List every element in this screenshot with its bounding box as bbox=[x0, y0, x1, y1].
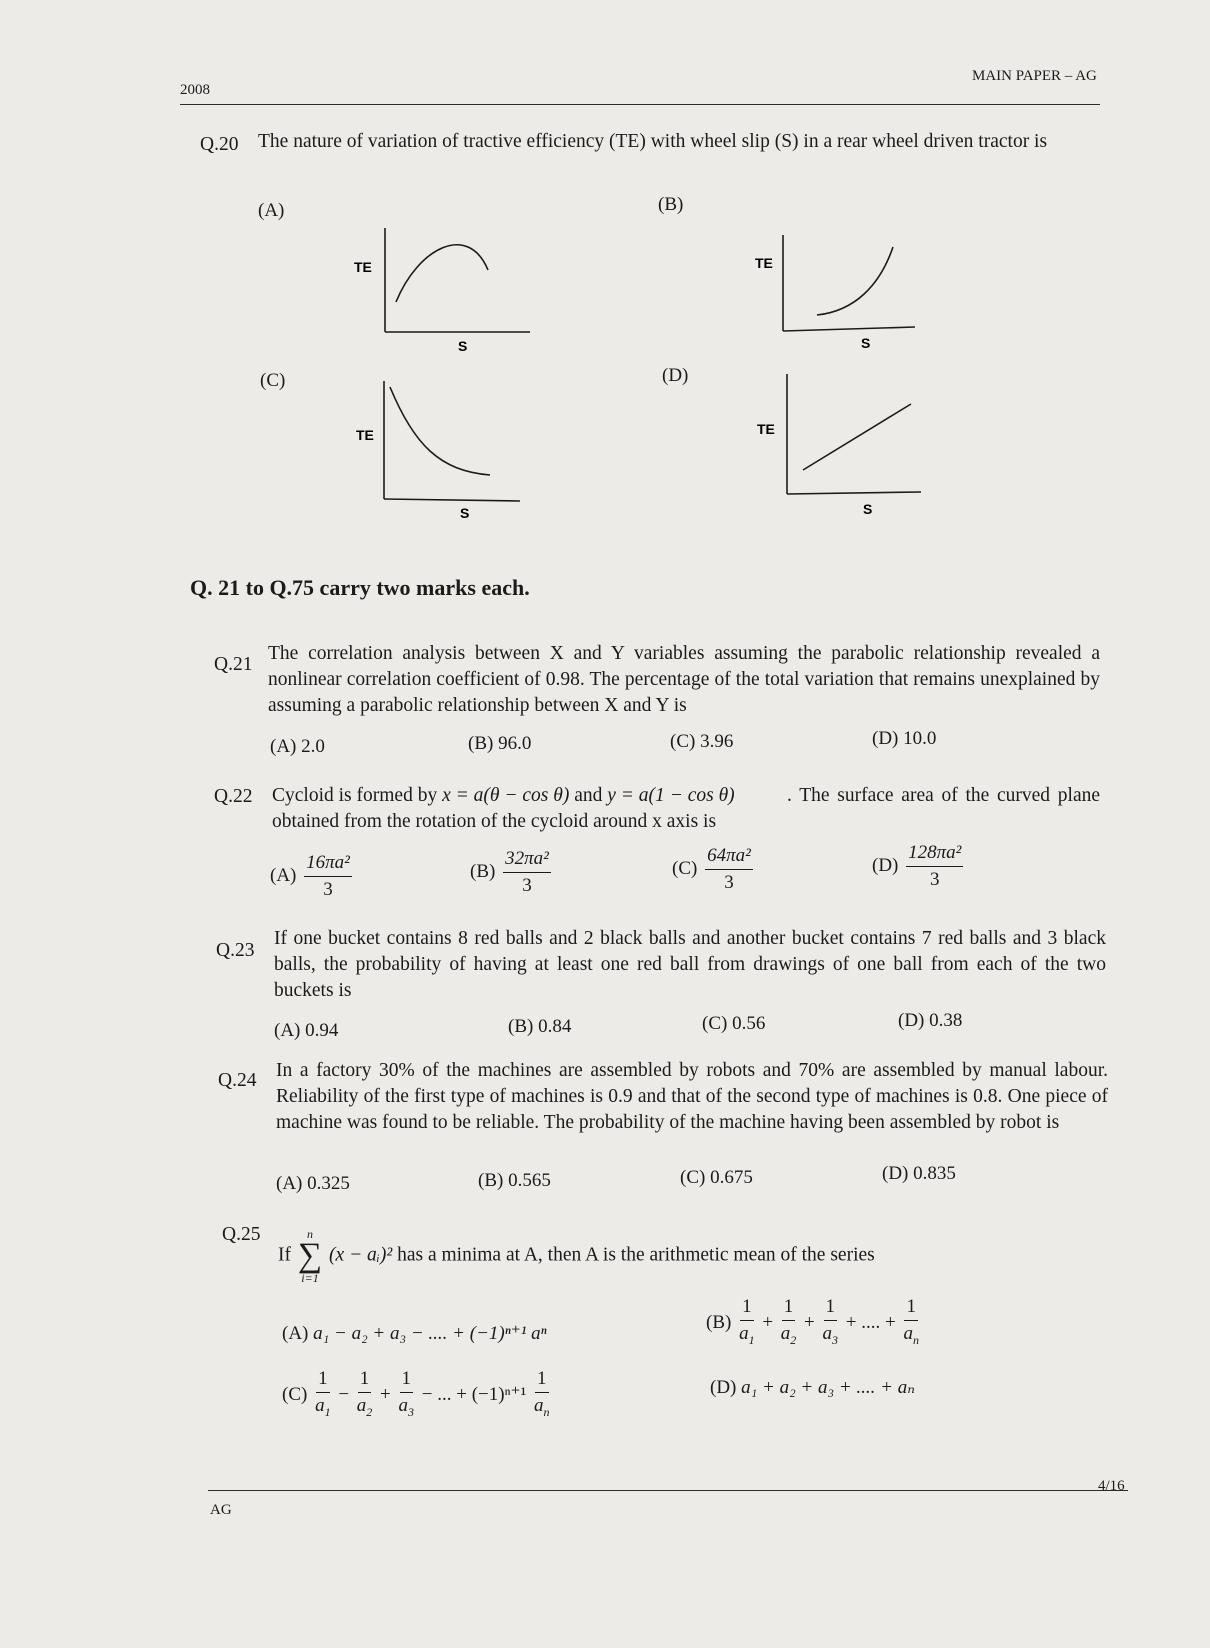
q23-option-c[interactable]: (C) 0.56 bbox=[702, 1013, 766, 1034]
q23-number: Q.23 bbox=[216, 940, 255, 961]
q24-option-b[interactable]: (B) 0.565 bbox=[478, 1170, 551, 1191]
q20-graph-a-label: (A) bbox=[258, 200, 285, 221]
graph-c-y-label: TE bbox=[356, 427, 374, 443]
year-label: 2008 bbox=[180, 82, 210, 98]
graph-c-x-axis bbox=[384, 499, 520, 501]
paper-title: MAIN PAPER – AG bbox=[972, 68, 1097, 84]
graph-c-x-label: S bbox=[460, 505, 470, 521]
header-rule bbox=[180, 104, 1100, 105]
graph-b-x-axis bbox=[783, 327, 915, 331]
q20-text: The nature of variation of tractive efficiency (TE) with wheel slip (S) in a rear wheel driven tractor is bbox=[258, 131, 1048, 152]
q22-text-start: Cycloid is formed by bbox=[272, 785, 438, 806]
q23-option-a[interactable]: (A) 0.94 bbox=[274, 1020, 339, 1041]
q21-text: The correlation analysis between X and Y variables assuming the parabolic relationship revealed a nonlinear correlation coefficient of 0.98. The percentage of the total variation that remains unexplained by assuming a parabolic relationship between X and Y is bbox=[268, 643, 1100, 716]
graph-a-y-label: TE bbox=[354, 259, 372, 275]
q22-and: and bbox=[574, 785, 603, 806]
graph-d-x-label: S bbox=[863, 501, 873, 517]
q25-sum-symbol: n ∑ i=1 bbox=[297, 1227, 323, 1285]
q25-stem: If n ∑ i=1 (x − aᵢ)² has a minima at A, then A is the arithmetic mean of the series bbox=[278, 1227, 875, 1285]
q20-graph-a bbox=[340, 220, 540, 360]
q20-graph-d bbox=[745, 370, 945, 520]
graph-d-curve bbox=[803, 404, 911, 470]
graph-d-x-axis bbox=[787, 492, 921, 494]
q21-option-b[interactable]: (B) 96.0 bbox=[468, 733, 532, 754]
section-heading: Q. 21 to Q.75 carry two marks each. bbox=[190, 575, 530, 600]
footer-rule bbox=[208, 1490, 1128, 1491]
graph-b-y-label: TE bbox=[755, 255, 773, 271]
q22-option-c[interactable]: (C) $\frac{\text{64πa²}}{3}$ bbox=[672, 845, 751, 893]
q21-number: Q.21 bbox=[214, 654, 253, 675]
q24-option-a[interactable]: (A) 0.325 bbox=[276, 1173, 350, 1194]
q20-graph-d-label: (D) bbox=[662, 365, 689, 386]
graph-b-curve bbox=[817, 247, 893, 315]
q23-text: If one bucket contains 8 red balls and 2 black balls and another bucket contains 7 red balls and 3 black balls, the probability of having at least one red ball from drawings of one ball from each of the two buckets is bbox=[274, 928, 1106, 1001]
q24-number: Q.24 bbox=[218, 1070, 257, 1091]
q20-graph-b-label: (B) bbox=[658, 194, 684, 215]
q21-option-a[interactable]: (A) 2.0 bbox=[270, 736, 325, 757]
q24-option-c[interactable]: (C) 0.675 bbox=[680, 1167, 753, 1188]
footer-code: AG bbox=[210, 1502, 232, 1518]
q20-graph-c bbox=[340, 375, 540, 525]
q24-text: In a factory 30% of the machines are assembled by robots and 70% are assembled by manual labour. Reliability of the first type of machines is 0.9 and that of the second type of machines is 0.8. One piece of machine was found to be reliable. The probability of the machine having been assembled by robot is bbox=[276, 1060, 1108, 1133]
q22-eq2: y = a(1 − cos θ) bbox=[607, 785, 735, 806]
q22-number: Q.22 bbox=[214, 786, 253, 807]
q24-option-d[interactable]: (D) 0.835 bbox=[882, 1163, 956, 1184]
q22-eq1: x = a(θ − cos θ) bbox=[442, 785, 570, 806]
q22-option-a[interactable]: (A) $\frac{\text{16πa²}}{3}$ bbox=[270, 852, 350, 900]
q23-option-b[interactable]: (B) 0.84 bbox=[508, 1016, 572, 1037]
graph-b-x-label: S bbox=[861, 335, 871, 351]
q25-option-d[interactable]: (D) a₁ + a₂ + a₃ + .... + aₙ bbox=[710, 1377, 915, 1398]
q22-option-b[interactable]: (B) $\frac{\text{32πa²}}{3}$ bbox=[470, 848, 549, 896]
q21-option-d[interactable]: (D) 10.0 bbox=[872, 728, 937, 749]
q20-graph-c-label: (C) bbox=[260, 370, 286, 391]
graph-d-y-label: TE bbox=[757, 421, 775, 437]
q25-option-b[interactable]: (B) $\frac{1}{a_1}$ + $\frac{1}{a_2}$ + $\frac{1}{a_3}$ + .... + $\frac{1}{a_n}$ bbox=[706, 1296, 919, 1347]
q22-option-d[interactable]: (D) $\frac{\text{128πa²}}{3}$ bbox=[872, 842, 962, 890]
q25-option-c[interactable]: (C) $\frac{1}{a_1}$ − $\frac{1}{a_2}$ + $\frac{1}{a_3}$ − ... + (−1)ⁿ⁺¹ $\frac{1}{a_n}$ bbox=[282, 1368, 550, 1419]
footer-page-number: 4/16 bbox=[1098, 1478, 1125, 1494]
q22-text-end: . The surface area of the curved plane obtained from the rotation of the cycloid around x axis is bbox=[272, 785, 1100, 832]
q23-option-d[interactable]: (D) 0.38 bbox=[898, 1010, 963, 1031]
q25-option-a[interactable]: (A) a₁ − a₂ + a₃ − .... + (−1)ⁿ⁺¹ aⁿ bbox=[282, 1323, 547, 1344]
q20-number: Q.20 bbox=[200, 134, 239, 155]
q25-number: Q.25 bbox=[222, 1224, 261, 1245]
graph-a-x-label: S bbox=[458, 338, 468, 354]
q21-option-c[interactable]: (C) 3.96 bbox=[670, 731, 734, 752]
q20-graph-b bbox=[745, 215, 945, 355]
graph-c-curve bbox=[390, 387, 490, 475]
graph-a-curve bbox=[396, 245, 488, 302]
